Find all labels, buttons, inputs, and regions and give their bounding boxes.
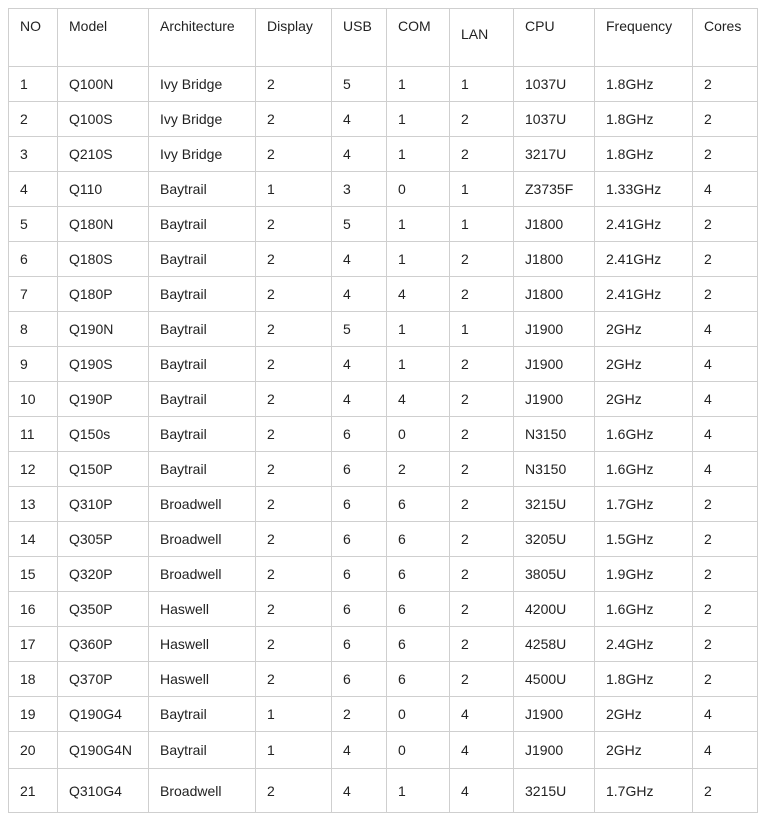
table-row <box>9 207 758 242</box>
cell-architecture: Haswell <box>149 627 256 662</box>
cell-frequency: 1.6GHz <box>595 417 693 452</box>
cell-model: Q100N <box>58 67 149 102</box>
cell-usb: 6 <box>332 452 387 487</box>
cell-cpu: J1900 <box>514 347 595 382</box>
spec-table <box>8 8 758 813</box>
cell-model: Q110 <box>58 172 149 207</box>
cell-lan: 2 <box>450 662 514 697</box>
cell-cpu: J1800 <box>514 242 595 277</box>
cell-frequency: 1.6GHz <box>595 452 693 487</box>
cell-cores: 2 <box>693 592 758 627</box>
cell-lan: 2 <box>450 382 514 417</box>
cell-model: Q305P <box>58 522 149 557</box>
cell-frequency: 1.33GHz <box>595 172 693 207</box>
cell-display: 2 <box>256 207 332 242</box>
cell-cores: 2 <box>693 557 758 592</box>
cell-usb: 4 <box>332 732 387 769</box>
cell-usb: 4 <box>332 242 387 277</box>
cell-cores: 2 <box>693 277 758 312</box>
cell-cpu: 4200U <box>514 592 595 627</box>
cell-cpu: 4258U <box>514 627 595 662</box>
cell-lan: 2 <box>450 487 514 522</box>
cell-no: 9 <box>9 347 58 382</box>
cell-frequency: 2GHz <box>595 732 693 769</box>
cell-no: 21 <box>9 769 58 813</box>
cell-architecture: Broadwell <box>149 487 256 522</box>
cell-cores: 2 <box>693 627 758 662</box>
cell-display: 2 <box>256 347 332 382</box>
cell-cores: 2 <box>693 137 758 172</box>
cell-cpu: 1037U <box>514 67 595 102</box>
table-row <box>9 627 758 662</box>
cell-display: 2 <box>256 417 332 452</box>
header-display: Display <box>256 9 332 67</box>
cell-cpu: 4500U <box>514 662 595 697</box>
cell-cpu: J1900 <box>514 312 595 347</box>
cell-lan: 2 <box>450 557 514 592</box>
cell-usb: 4 <box>332 102 387 137</box>
header-model: Model <box>58 9 149 67</box>
cell-com: 1 <box>387 347 450 382</box>
cell-display: 2 <box>256 662 332 697</box>
table-container <box>8 8 758 813</box>
cell-display: 2 <box>256 277 332 312</box>
cell-usb: 4 <box>332 137 387 172</box>
table-row <box>9 417 758 452</box>
cell-model: Q190G4 <box>58 697 149 732</box>
cell-display: 1 <box>256 172 332 207</box>
cell-cpu: Z3735F <box>514 172 595 207</box>
table-row <box>9 347 758 382</box>
cell-model: Q180P <box>58 277 149 312</box>
cell-cores: 4 <box>693 417 758 452</box>
cell-no: 1 <box>9 67 58 102</box>
cell-model: Q150P <box>58 452 149 487</box>
cell-com: 4 <box>387 382 450 417</box>
cell-display: 2 <box>256 242 332 277</box>
cell-no: 11 <box>9 417 58 452</box>
cell-lan: 4 <box>450 732 514 769</box>
cell-com: 1 <box>387 242 450 277</box>
cell-cores: 2 <box>693 102 758 137</box>
cell-architecture: Baytrail <box>149 732 256 769</box>
cell-usb: 4 <box>332 769 387 813</box>
cell-cpu: 3215U <box>514 769 595 813</box>
cell-cores: 4 <box>693 172 758 207</box>
table-row <box>9 137 758 172</box>
cell-model: Q310G4 <box>58 769 149 813</box>
cell-display: 2 <box>256 592 332 627</box>
table-row <box>9 522 758 557</box>
header-com: COM <box>387 9 450 67</box>
cell-display: 2 <box>256 487 332 522</box>
cell-usb: 6 <box>332 417 387 452</box>
cell-architecture: Baytrail <box>149 452 256 487</box>
header-row <box>9 9 758 67</box>
cell-no: 19 <box>9 697 58 732</box>
table-row <box>9 697 758 732</box>
cell-model: Q320P <box>58 557 149 592</box>
table-row <box>9 312 758 347</box>
cell-com: 6 <box>387 487 450 522</box>
cell-frequency: 2.4GHz <box>595 627 693 662</box>
cell-lan: 2 <box>450 277 514 312</box>
cell-no: 3 <box>9 137 58 172</box>
cell-com: 6 <box>387 662 450 697</box>
cell-cpu: 3805U <box>514 557 595 592</box>
cell-model: Q210S <box>58 137 149 172</box>
cell-cpu: J1900 <box>514 732 595 769</box>
cell-model: Q190P <box>58 382 149 417</box>
table-row <box>9 557 758 592</box>
cell-architecture: Ivy Bridge <box>149 137 256 172</box>
cell-display: 1 <box>256 732 332 769</box>
cell-frequency: 1.8GHz <box>595 662 693 697</box>
cell-lan: 2 <box>450 417 514 452</box>
cell-lan: 2 <box>450 592 514 627</box>
cell-com: 4 <box>387 277 450 312</box>
cell-com: 6 <box>387 627 450 662</box>
cell-architecture: Baytrail <box>149 277 256 312</box>
cell-architecture: Broadwell <box>149 557 256 592</box>
table-row <box>9 732 758 769</box>
cell-cpu: 3215U <box>514 487 595 522</box>
cell-lan: 2 <box>450 627 514 662</box>
cell-lan: 4 <box>450 697 514 732</box>
table-row <box>9 172 758 207</box>
cell-display: 1 <box>256 697 332 732</box>
cell-usb: 6 <box>332 592 387 627</box>
cell-cores: 4 <box>693 347 758 382</box>
cell-frequency: 1.8GHz <box>595 137 693 172</box>
cell-com: 6 <box>387 522 450 557</box>
cell-cores: 4 <box>693 732 758 769</box>
cell-frequency: 1.7GHz <box>595 487 693 522</box>
cell-lan: 2 <box>450 522 514 557</box>
cell-model: Q350P <box>58 592 149 627</box>
cell-architecture: Ivy Bridge <box>149 102 256 137</box>
cell-lan: 1 <box>450 312 514 347</box>
cell-model: Q190G4N <box>58 732 149 769</box>
cell-com: 1 <box>387 67 450 102</box>
cell-display: 2 <box>256 312 332 347</box>
cell-com: 1 <box>387 312 450 347</box>
cell-display: 2 <box>256 67 332 102</box>
cell-com: 2 <box>387 452 450 487</box>
cell-lan: 1 <box>450 207 514 242</box>
cell-model: Q310P <box>58 487 149 522</box>
cell-cpu: J1800 <box>514 207 595 242</box>
cell-cores: 2 <box>693 242 758 277</box>
cell-display: 2 <box>256 452 332 487</box>
cell-cpu: J1900 <box>514 382 595 417</box>
table-row <box>9 487 758 522</box>
cell-model: Q190N <box>58 312 149 347</box>
cell-lan: 2 <box>450 242 514 277</box>
cell-model: Q190S <box>58 347 149 382</box>
header-lan: LAN <box>450 9 514 67</box>
cell-cpu: N3150 <box>514 452 595 487</box>
cell-no: 17 <box>9 627 58 662</box>
cell-usb: 5 <box>332 67 387 102</box>
cell-lan: 2 <box>450 137 514 172</box>
cell-display: 2 <box>256 137 332 172</box>
cell-cores: 2 <box>693 67 758 102</box>
cell-cores: 4 <box>693 312 758 347</box>
cell-lan: 2 <box>450 347 514 382</box>
cell-cores: 4 <box>693 697 758 732</box>
cell-architecture: Haswell <box>149 662 256 697</box>
cell-usb: 6 <box>332 662 387 697</box>
cell-lan: 1 <box>450 67 514 102</box>
cell-display: 2 <box>256 522 332 557</box>
cell-display: 2 <box>256 382 332 417</box>
cell-usb: 4 <box>332 347 387 382</box>
cell-frequency: 1.9GHz <box>595 557 693 592</box>
table-row <box>9 277 758 312</box>
cell-usb: 6 <box>332 557 387 592</box>
cell-com: 1 <box>387 137 450 172</box>
header-cores: Cores <box>693 9 758 67</box>
cell-cores: 4 <box>693 452 758 487</box>
cell-frequency: 1.6GHz <box>595 592 693 627</box>
cell-architecture: Baytrail <box>149 382 256 417</box>
cell-frequency: 2.41GHz <box>595 207 693 242</box>
cell-com: 0 <box>387 697 450 732</box>
cell-cpu: J1900 <box>514 697 595 732</box>
cell-com: 6 <box>387 557 450 592</box>
cell-cpu: N3150 <box>514 417 595 452</box>
cell-cpu: J1800 <box>514 277 595 312</box>
cell-cpu: 3205U <box>514 522 595 557</box>
cell-com: 6 <box>387 592 450 627</box>
cell-lan: 2 <box>450 452 514 487</box>
cell-frequency: 2.41GHz <box>595 242 693 277</box>
cell-no: 7 <box>9 277 58 312</box>
cell-frequency: 2GHz <box>595 697 693 732</box>
cell-no: 12 <box>9 452 58 487</box>
cell-com: 0 <box>387 172 450 207</box>
cell-no: 10 <box>9 382 58 417</box>
cell-no: 4 <box>9 172 58 207</box>
cell-cpu: 1037U <box>514 102 595 137</box>
cell-usb: 6 <box>332 487 387 522</box>
cell-no: 16 <box>9 592 58 627</box>
cell-usb: 4 <box>332 382 387 417</box>
cell-display: 2 <box>256 769 332 813</box>
cell-model: Q370P <box>58 662 149 697</box>
cell-no: 5 <box>9 207 58 242</box>
cell-frequency: 2GHz <box>595 347 693 382</box>
cell-frequency: 1.8GHz <box>595 67 693 102</box>
cell-cores: 4 <box>693 382 758 417</box>
cell-frequency: 2.41GHz <box>595 277 693 312</box>
cell-architecture: Baytrail <box>149 242 256 277</box>
cell-com: 0 <box>387 732 450 769</box>
cell-no: 14 <box>9 522 58 557</box>
cell-no: 13 <box>9 487 58 522</box>
cell-usb: 5 <box>332 207 387 242</box>
cell-no: 15 <box>9 557 58 592</box>
cell-cores: 2 <box>693 769 758 813</box>
cell-usb: 5 <box>332 312 387 347</box>
cell-com: 1 <box>387 207 450 242</box>
cell-com: 1 <box>387 102 450 137</box>
cell-cores: 2 <box>693 662 758 697</box>
cell-usb: 4 <box>332 277 387 312</box>
header-frequency: Frequency <box>595 9 693 67</box>
cell-model: Q100S <box>58 102 149 137</box>
table-row <box>9 662 758 697</box>
table-body <box>9 67 758 813</box>
table-row <box>9 452 758 487</box>
cell-model: Q180N <box>58 207 149 242</box>
cell-cores: 2 <box>693 487 758 522</box>
cell-model: Q150s <box>58 417 149 452</box>
cell-model: Q180S <box>58 242 149 277</box>
cell-usb: 6 <box>332 522 387 557</box>
cell-no: 6 <box>9 242 58 277</box>
cell-architecture: Broadwell <box>149 769 256 813</box>
table-row <box>9 102 758 137</box>
table-row <box>9 382 758 417</box>
cell-architecture: Baytrail <box>149 312 256 347</box>
cell-lan: 1 <box>450 172 514 207</box>
cell-architecture: Baytrail <box>149 697 256 732</box>
table-row <box>9 769 758 813</box>
cell-frequency: 1.5GHz <box>595 522 693 557</box>
cell-display: 2 <box>256 557 332 592</box>
cell-display: 2 <box>256 627 332 662</box>
cell-model: Q360P <box>58 627 149 662</box>
header-architecture: Architecture <box>149 9 256 67</box>
cell-no: 2 <box>9 102 58 137</box>
cell-lan: 2 <box>450 102 514 137</box>
header-usb: USB <box>332 9 387 67</box>
cell-architecture: Ivy Bridge <box>149 67 256 102</box>
cell-frequency: 1.7GHz <box>595 769 693 813</box>
cell-architecture: Haswell <box>149 592 256 627</box>
header-no: NO <box>9 9 58 67</box>
cell-frequency: 1.8GHz <box>595 102 693 137</box>
cell-no: 8 <box>9 312 58 347</box>
table-row <box>9 592 758 627</box>
cell-lan: 4 <box>450 769 514 813</box>
cell-cpu: 3217U <box>514 137 595 172</box>
cell-no: 18 <box>9 662 58 697</box>
cell-cores: 2 <box>693 522 758 557</box>
cell-usb: 3 <box>332 172 387 207</box>
cell-cores: 2 <box>693 207 758 242</box>
cell-usb: 2 <box>332 697 387 732</box>
header-cpu: CPU <box>514 9 595 67</box>
cell-architecture: Baytrail <box>149 417 256 452</box>
cell-usb: 6 <box>332 627 387 662</box>
cell-architecture: Baytrail <box>149 172 256 207</box>
cell-no: 20 <box>9 732 58 769</box>
cell-com: 1 <box>387 769 450 813</box>
cell-com: 0 <box>387 417 450 452</box>
cell-frequency: 2GHz <box>595 382 693 417</box>
table-row <box>9 242 758 277</box>
cell-frequency: 2GHz <box>595 312 693 347</box>
cell-architecture: Baytrail <box>149 207 256 242</box>
cell-architecture: Broadwell <box>149 522 256 557</box>
cell-architecture: Baytrail <box>149 347 256 382</box>
cell-display: 2 <box>256 102 332 137</box>
table-row <box>9 67 758 102</box>
